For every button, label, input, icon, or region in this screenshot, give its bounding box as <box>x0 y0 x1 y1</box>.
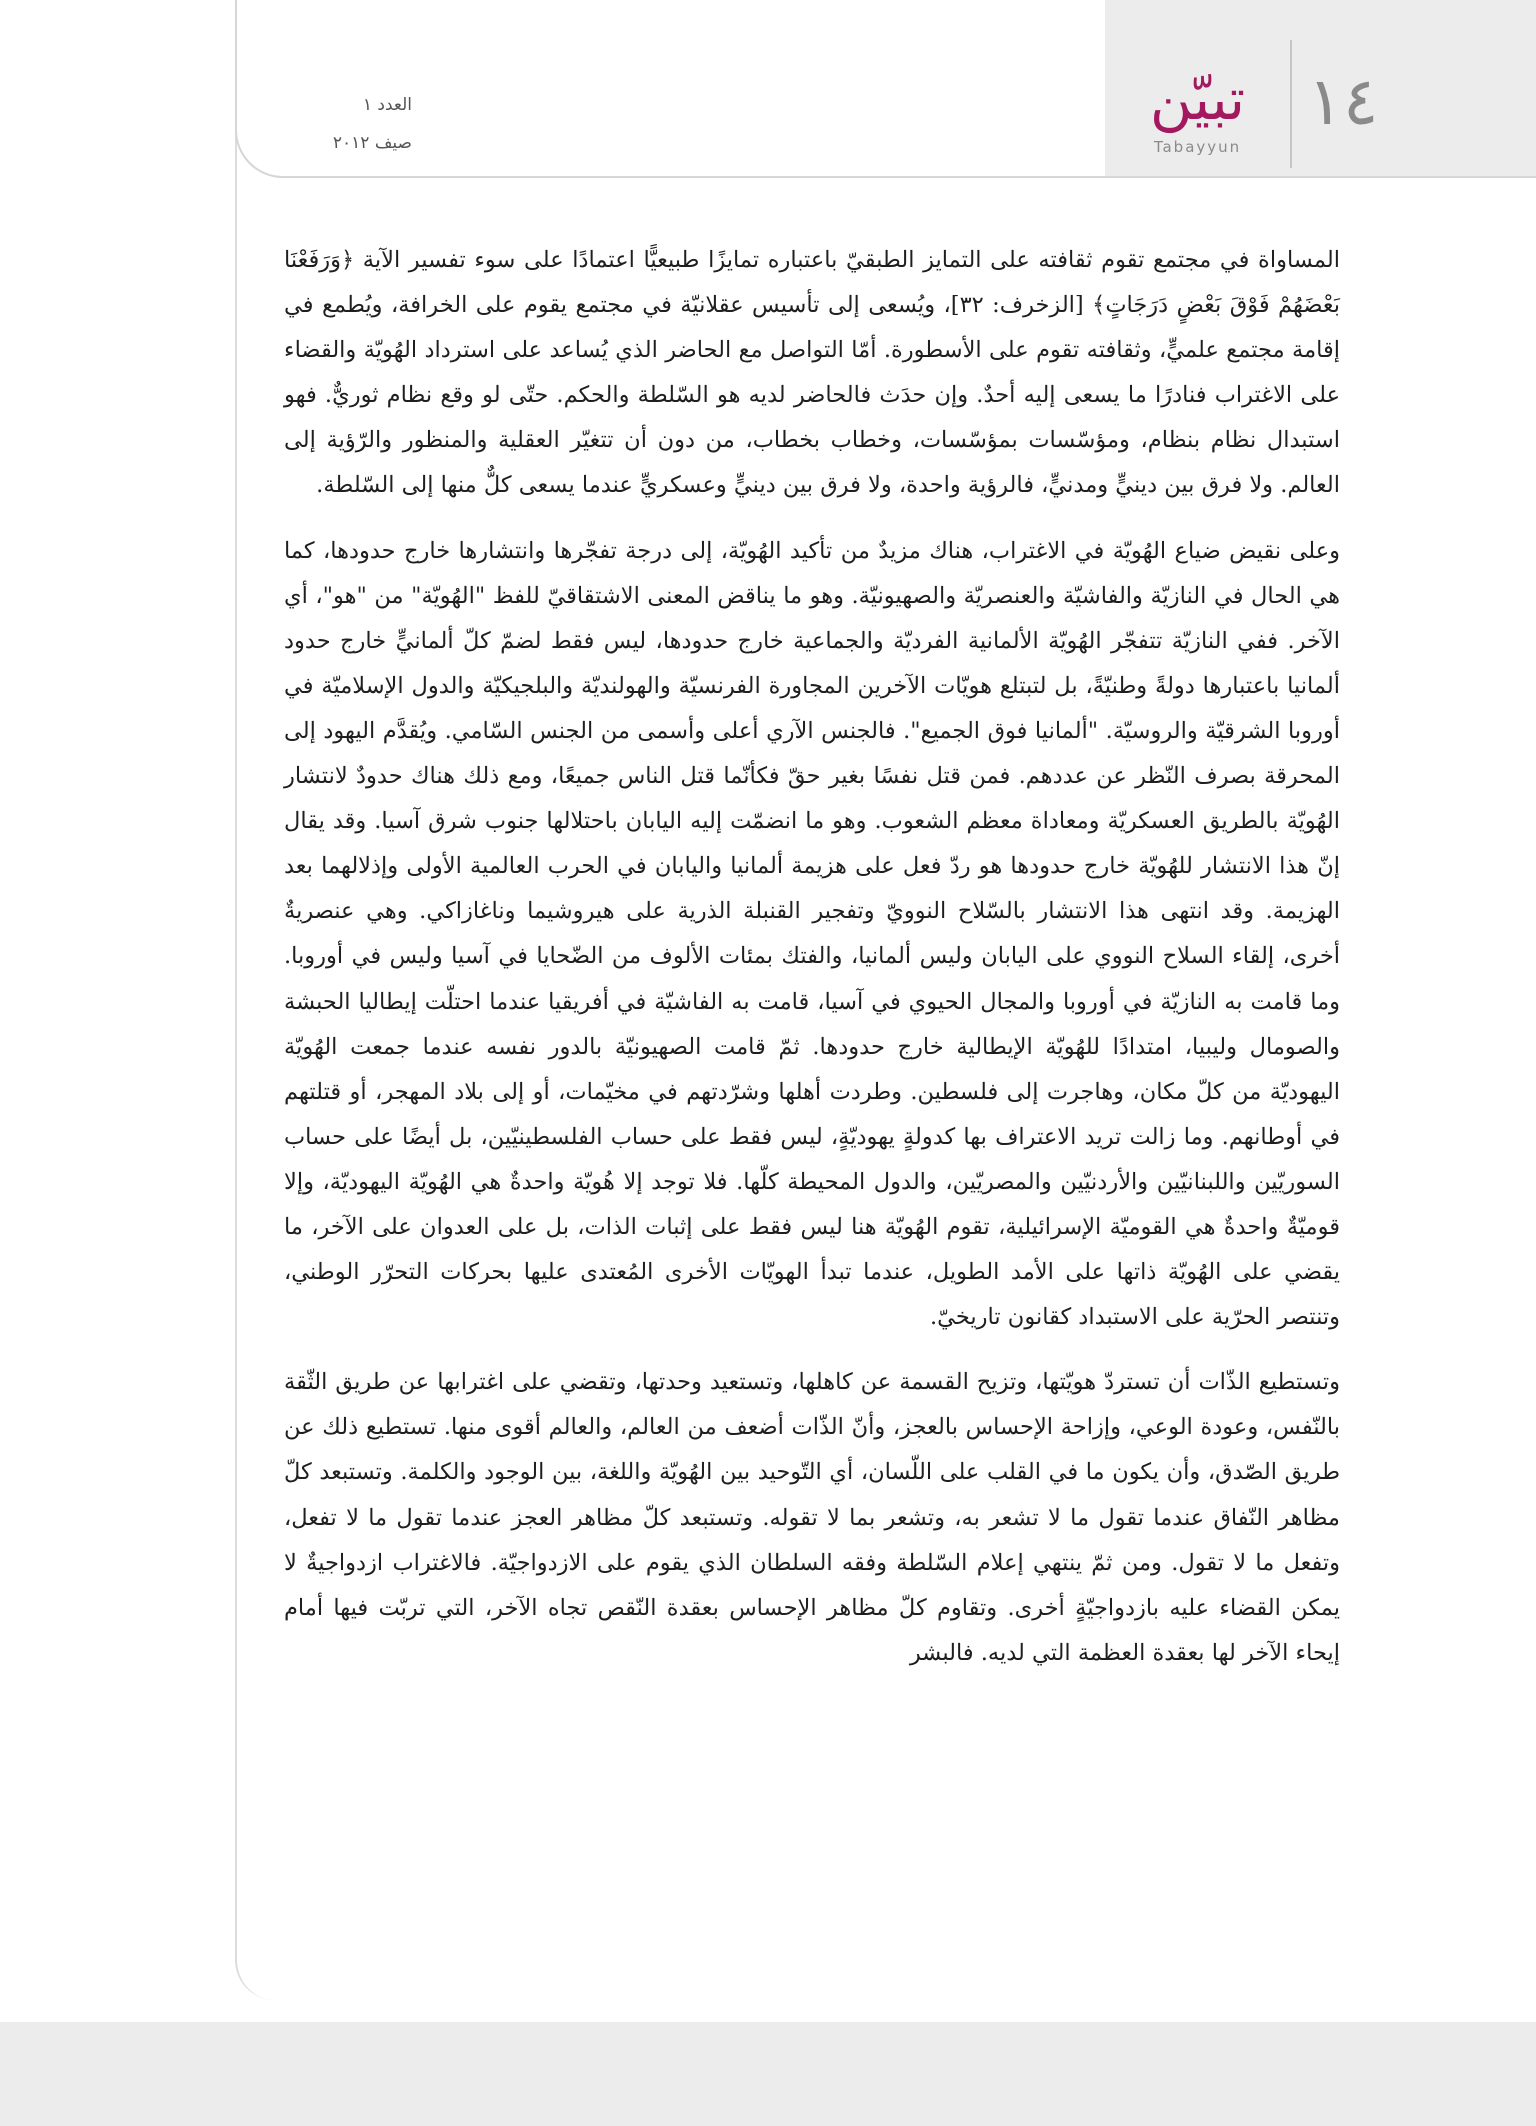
paragraph-3: وتستطيع الذّات أن تستردّ هويّتها، وتزيح القسمة عن كاهلها، وتستعيد وحدتها، وتقضي على اغترابها عن طريق الثّقة بالنّفس، وعودة الوعي، وإزاحة الإحساس بالعجز، وأنّ الذّات أضعف من العالم، والعالم أقوى منها. تستطيع ذلك عن طريق الصّدق، وأن يكون ما في القلب على اللّسان، أي التّوحيد بين الهُويّة واللغة، بين الوجود والكلمة. وتستبعد كلّ مظاهر النّفاق عندما تقول ما لا تشعر به، وتشعر بما لا تقوله. وتستبعد كلّ مظاهر العجز عندما تقول ما لا تفعل، وتفعل ما لا تقول. ومن ثمّ ينتهي إعلام السّلطة وفقه السلطان الذي يقوم على الازدواجيّة. فالاغتراب ازدواجيةٌ لا يمكن القضاء عليه بازدواجيّةٍ أخرى. وتقاوم كلّ مظاهر الإحساس بعقدة النّقص تجاه الآخر، التي تربّت فيها أمام إيحاء الآخر لها بعقدة العظمة التي لديه. فالبشر <box>284 1369 1340 1666</box>
logo-arabic-text: تبيّن <box>1149 65 1246 133</box>
paragraph-2: وعلى نقيض ضياع الهُويّة في الاغتراب، هناك مزيدٌ من تأكيد الهُويّة، إلى درجة تفجّرها وانتشارها خارج حدودها، كما هي الحال في النازيّة والفاشيّة والعنصريّة والصهيونيّة. وهو ما يناقض المعنى الاشتقاقيّ للفظ "الهُويّة" من "هو"، أي الآخر. ففي النازيّة تتفجّر الهُويّة الألمانية الفرديّة والجماعية خارج حدودها، ليس فقط لضمّ كلّ ألمانيٍّ خارج حدود ألمانيا باعتبارها دولةً وطنيّةً، بل لتبتلع هويّات الآخرين المجاورة الفرنسيّة والهولنديّة والبلجيكيّة والدول الإسلاميّة في أوروبا الشرقيّة والروسيّة. "ألمانيا فوق الجميع". فالجنس الآري أعلى وأسمى من الجنس السّامي. ويُقدَّم اليهود إلى المحرقة بصرف النّظر عن عددهم. فمن قتل نفسًا بغير حقّ فكأنّما قتل الناس جميعًا، ومع ذلك هناك حدودٌ لانتشار الهُويّة بالطريق العسكريّة ومعاداة معظم الشعوب. وهو ما انضمّت إليه اليابان باحتلالها جنوب شرق آسيا. وقد يقال إنّ هذا الانتشار للهُويّة خارج حدودها هو ردّ فعل على هزيمة ألمانيا واليابان في الحرب العالمية الأولى وإذلالهما بعد الهزيمة. وقد انتهى هذا الانتشار بالسّلاح النوويّ وتفجير القنبلة الذرية على هيروشيما وناغازاكي. وهي عنصريةٌ أخرى، إلقاء السلاح النووي على اليابان وليس ألمانيا، والفتك بمئات الألوف من الضّحايا في آسيا وليس في أوروبا. وما قامت به النازيّة في أوروبا والمجال الحيوي في آسيا، قامت به الفاشيّة في أفريقيا عندما احتلّت إيطاليا الحبشة والصومال وليبيا، امتدادًا للهُويّة الإيطالية خارج حدودها. ثمّ قامت الصهيونيّة بالدور نفسه عندما جمعت الهُويّة اليهوديّة من كلّ مكان، وهاجرت إلى فلسطين. وطردت أهلها وشرّدتهم في مخيّمات، أو إلى بلاد المهجر، أو قتلتهم في أوطانهم. وما زالت تريد الاعتراف بها كدولةٍ يهوديّةٍ، ليس فقط على حساب الفلسطينيّين، بل أيضًا على حساب السوريّين واللبنانيّين والأردنيّين والمصريّين، والدول المحيطة كلّها. فلا توجد إلا هُويّة واحدةٌ هي الهُويّة اليهوديّة، وإلا قوميّةٌ واحدةٌ هي القوميّة الإسرائيلية، تقوم الهُويّة هنا ليس فقط على إثبات الذات، بل على العدوان على الآخر، ما يقضي على الهُويّة ذاتها على الأمد الطويل، عندما تبدأ الهويّات الأخرى المُعتدى عليها بحركات التحرّر الوطني، وتنتصر الحرّية على الاستبداد كقانون تاريخيّ. <box>284 537 1340 1331</box>
logo-latin-text: Tabayyun <box>1153 138 1242 156</box>
header-divider <box>1290 40 1292 168</box>
paragraph-1: المساواة في مجتمع تقوم ثقافته على التمايز الطبقيّ باعتباره تمايزًا طبيعيًّا اعتمادًا على سوء تفسير الآية ﴿وَرَفَعْنَا بَعْضَهُمْ فَوْقَ بَعْضٍ دَرَجَاتٍ﴾ [الزخرف: ٣٢]، ويُسعى إلى تأسيس عقلانيّة في مجتمع يقوم على الخرافة، ويُطمع في إقامة مجتمع علميٍّ، وثقافته تقوم على الأسطورة. أمّا التواصل مع الحاضر الذي يُساعد على استرداد الهُويّة والقضاء على الاغتراب فنادرًا ما يسعى إليه أحدٌ. وإن حدَث فالحاضر لديه هو السّلطة والحكم. حتّى لو وقع نظام ثوريٌّ. فهو استبدال نظام بنظام، ومؤسّسات بمؤسّسات، وخطاب بخطاب، من دون أن تتغيّر العقلية والمنظور والرّؤية إلى العالم. ولا فرق بين دينيٍّ ومدنيٍّ، فالرؤية واحدة، ولا فرق بين دينيٍّ وعسكريٍّ عندما يسعى كلٌّ منها إلى السّلطة. <box>284 247 1341 499</box>
issue-info <box>262 86 412 162</box>
journal-logo <box>1120 66 1275 162</box>
article-body <box>284 238 1340 1918</box>
page-number: ١٤ <box>1307 63 1379 140</box>
issue-number: العدد ١ <box>362 95 412 115</box>
footer-band <box>0 2022 1536 2126</box>
issue-season: صيف ٢٠١٢ <box>332 133 412 153</box>
